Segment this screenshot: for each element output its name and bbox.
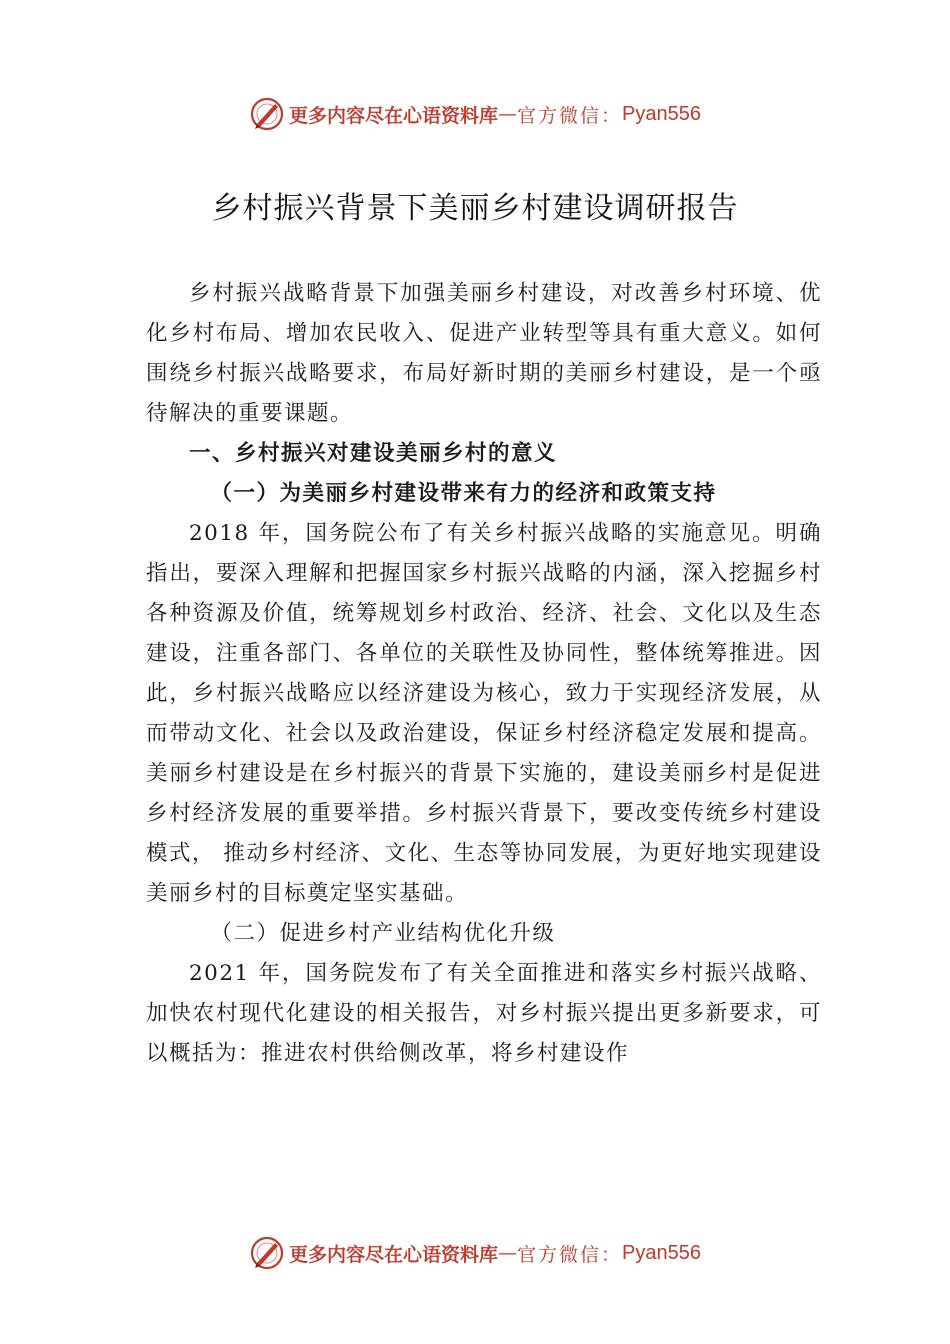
document-body xyxy=(146,274,822,1074)
document-title: 乡村振兴背景下美丽乡村建设调研报告 xyxy=(211,191,739,226)
watermark-main-text: 更多内容尽在心语资料库 xyxy=(289,104,499,127)
watermark-main-text: 更多内容尽在心语资料库 xyxy=(289,1243,499,1266)
pen-seal-icon xyxy=(249,1235,285,1271)
subsection-heading-2: （二）促进乡村产业结构优化升级 xyxy=(210,921,556,946)
footer-watermark xyxy=(0,1231,950,1275)
watermark-wechat-id: Pyan556 xyxy=(622,102,701,125)
subsection-1-paragraph: 2018 年，国务院公布了有关乡村振兴战略的实施意见。明确指出，要深入理解和把握国家乡村振兴战略的内涵，深入挖掘乡村各种资源及价值，统筹规划乡村政治、经济、社会、文化以及生态建设，注重各部门、各单位的关联性及协同性，整体统筹推进。因此，乡村振兴战略应以经济建设为核心，致力于实现经济发展，从而带动文化、社会以及政治建设，保证乡村经济稳定发展和提高。美丽乡村建设是在乡村振兴的背景下实施的，建设美丽乡村是促进乡村经济发展的重要举措。乡村振兴背景下，要改变传统乡村建设模式， 推动乡村经济、文化、生态等协同发展，为更好地实现建设美丽乡村的目标奠定坚实基础。 xyxy=(146,521,822,906)
watermark-dash: — xyxy=(498,103,518,125)
watermark-dash: — xyxy=(498,1242,518,1264)
section-heading-1: 一、乡村振兴对建设美丽乡村的意义 xyxy=(189,441,558,466)
subsection-heading-1: （一）为美丽乡村建设带来有力的经济和政策支持 xyxy=(210,481,717,506)
pen-seal-icon xyxy=(249,96,285,132)
watermark-wechat-id: Pyan556 xyxy=(622,1241,701,1264)
watermark-official-label: 官方微信： xyxy=(517,1243,623,1266)
header-watermark xyxy=(0,92,950,136)
intro-paragraph: 乡村振兴战略背景下加强美丽乡村建设，对改善乡村环境、优化乡村布局、增加农民收入、促进产业转型等具有重大意义。如何围绕乡村振兴战略要求，布局好新时期的美丽乡村建设，是一个亟待解决的重要课题。 xyxy=(146,281,822,426)
watermark-official-label: 官方微信： xyxy=(517,104,623,127)
subsection-2-paragraph: 2021 年，国务院发布了有关全面推进和落实乡村振兴战略、加快农村现代化建设的相关报告，对乡村振兴提出更多新要求，可以概括为：推进农村供给侧改革，将乡村建设作 xyxy=(146,961,822,1066)
